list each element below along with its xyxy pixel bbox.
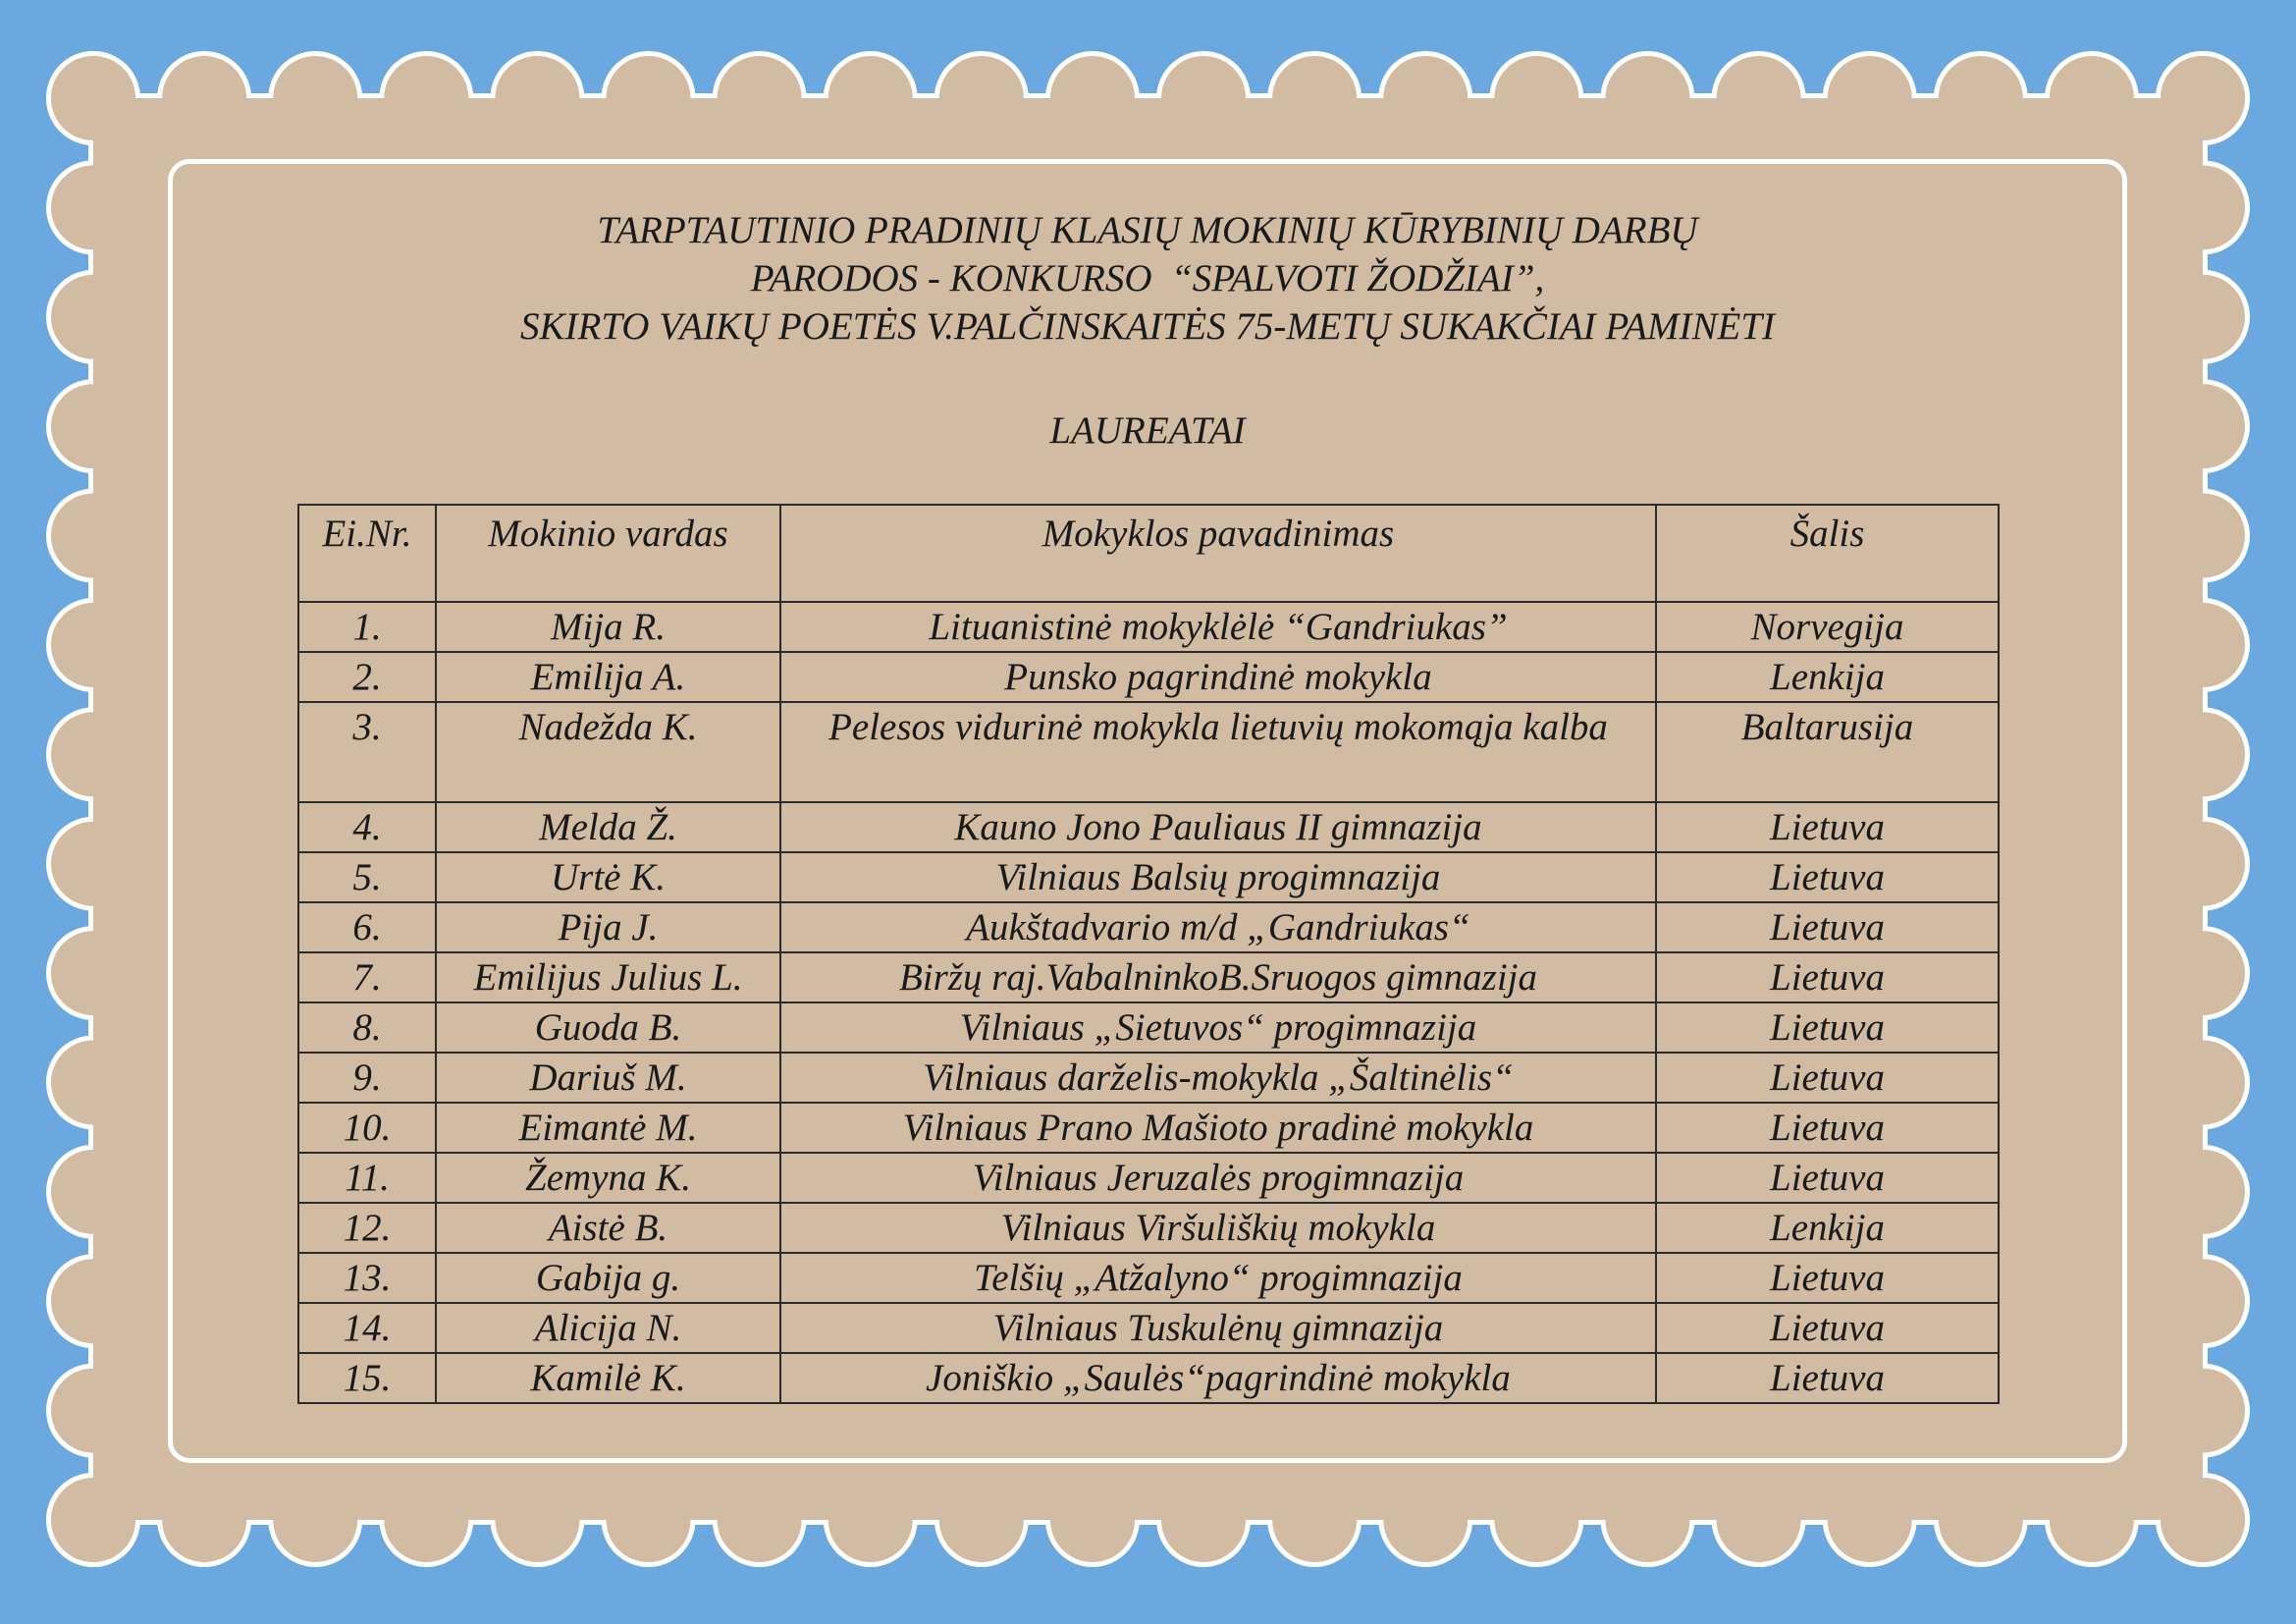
- table-row: [298, 652, 1999, 702]
- student-name-cell: Melda Ž.: [436, 802, 780, 852]
- school-name-cell: Kauno Jono Pauliaus II gimnazija: [780, 802, 1656, 852]
- student-name-cell: Eimantė M.: [436, 1103, 780, 1153]
- student-name-cell: Alicija N.: [436, 1303, 780, 1353]
- title-line-2: PARODOS - KONKURSO “SPALVOTI ŽODŽIAI”,: [750, 257, 1545, 299]
- country-cell: Norvegija: [1656, 602, 1999, 652]
- row-number-cell: 12.: [298, 1203, 436, 1253]
- row-number-cell: 2.: [298, 652, 436, 702]
- table-row: [298, 1053, 1999, 1103]
- header-number: Ei.Nr.: [298, 505, 436, 602]
- table-row: [298, 702, 1999, 802]
- country-cell: Lenkija: [1656, 1203, 1999, 1253]
- student-name-cell: Kamilė K.: [436, 1353, 780, 1403]
- school-name-cell: Biržų raj.VabalninkoB.Sruogos gimnazija: [780, 952, 1656, 1002]
- school-name-cell: Vilniaus Balsių progimnazija: [780, 852, 1656, 902]
- row-number-cell: 1.: [298, 602, 436, 652]
- country-cell: Lietuva: [1656, 1002, 1999, 1053]
- row-number-cell: 15.: [298, 1353, 436, 1403]
- school-name-cell: Vilniaus Tuskulėnų gimnazija: [780, 1303, 1656, 1353]
- table-row: [298, 802, 1999, 852]
- table-row: [298, 1203, 1999, 1253]
- row-number-cell: 4.: [298, 802, 436, 852]
- country-cell: Lietuva: [1656, 1153, 1999, 1203]
- row-number-cell: 10.: [298, 1103, 436, 1153]
- row-number-cell: 13.: [298, 1253, 436, 1303]
- school-name-cell: Telšių „Atžalyno“ progimnazija: [780, 1253, 1656, 1303]
- table-body: [298, 602, 1999, 1403]
- header-school-name: Mokyklos pavadinimas: [780, 505, 1656, 602]
- country-cell: Lietuva: [1656, 1303, 1999, 1353]
- student-name-cell: Guoda B.: [436, 1002, 780, 1053]
- row-number-cell: 3.: [298, 702, 436, 802]
- table-header-row: [298, 505, 1999, 602]
- table-row: [298, 902, 1999, 952]
- country-cell: Lietuva: [1656, 952, 1999, 1002]
- school-name-cell: Vilniaus Prano Mašioto pradinė mokykla: [780, 1103, 1656, 1153]
- country-cell: Lietuva: [1656, 852, 1999, 902]
- school-name-cell: Vilniaus Jeruzalės progimnazija: [780, 1153, 1656, 1203]
- student-name-cell: Emilijus Julius L.: [436, 952, 780, 1002]
- header-student-name: Mokinio vardas: [436, 505, 780, 602]
- table-row: [298, 852, 1999, 902]
- country-cell: Lietuva: [1656, 1353, 1999, 1403]
- school-name-cell: Lituanistinė mokyklėlė “Gandriukas”: [780, 602, 1656, 652]
- title-line-1: TARPTAUTINIO PRADINIŲ KLASIŲ MOKINIŲ KŪRYBINIŲ DARBŲ: [597, 209, 1698, 251]
- student-name-cell: Nadežda K.: [436, 702, 780, 802]
- school-name-cell: Pelesos vidurinė mokykla lietuvių mokomąja kalba: [780, 702, 1656, 802]
- student-name-cell: Dariuš M.: [436, 1053, 780, 1103]
- student-name-cell: Aistė B.: [436, 1203, 780, 1253]
- row-number-cell: 8.: [298, 1002, 436, 1053]
- student-name-cell: Emilija A.: [436, 652, 780, 702]
- school-name-cell: Vilniaus darželis-mokykla „Šaltinėlis“: [780, 1053, 1656, 1103]
- row-number-cell: 5.: [298, 852, 436, 902]
- page-title: [168, 206, 2127, 351]
- table-row: [298, 1253, 1999, 1303]
- table-row: [298, 1153, 1999, 1203]
- table-row: [298, 952, 1999, 1002]
- row-number-cell: 6.: [298, 902, 436, 952]
- student-name-cell: Mija R.: [436, 602, 780, 652]
- school-name-cell: Joniškio „Saulės“pagrindinė mokykla: [780, 1353, 1656, 1403]
- country-cell: Lietuva: [1656, 802, 1999, 852]
- student-name-cell: Urtė K.: [436, 852, 780, 902]
- header-country: Šalis: [1656, 505, 1999, 602]
- table-row: [298, 1353, 1999, 1403]
- country-cell: Lenkija: [1656, 652, 1999, 702]
- table-row: [298, 602, 1999, 652]
- school-name-cell: Vilniaus Viršuliškių mokykla: [780, 1203, 1656, 1253]
- country-cell: Lietuva: [1656, 1053, 1999, 1103]
- country-cell: Lietuva: [1656, 1253, 1999, 1303]
- country-cell: Lietuva: [1656, 1103, 1999, 1153]
- school-name-cell: Vilniaus „Sietuvos“ progimnazija: [780, 1002, 1656, 1053]
- table-row: [298, 1103, 1999, 1153]
- row-number-cell: 14.: [298, 1303, 436, 1353]
- laureates-table: [297, 504, 2000, 1404]
- table-row: [298, 1303, 1999, 1353]
- row-number-cell: 11.: [298, 1153, 436, 1203]
- row-number-cell: 9.: [298, 1053, 436, 1103]
- laureates-subtitle: LAUREATAI: [1049, 409, 1246, 452]
- school-name-cell: Aukštadvario m/d „Gandriukas“: [780, 902, 1656, 952]
- table-row: [298, 1002, 1999, 1053]
- country-cell: Lietuva: [1656, 902, 1999, 952]
- student-name-cell: Pija J.: [436, 902, 780, 952]
- student-name-cell: Žemyna K.: [436, 1153, 780, 1203]
- row-number-cell: 7.: [298, 952, 436, 1002]
- title-line-3: SKIRTO VAIKŲ POETĖS V.PALČINSKAITĖS 75-METŲ SUKAKČIAI PAMINĖTI: [520, 305, 1775, 348]
- school-name-cell: Punsko pagrindinė mokykla: [780, 652, 1656, 702]
- student-name-cell: Gabija g.: [436, 1253, 780, 1303]
- country-cell: Baltarusija: [1656, 702, 1999, 802]
